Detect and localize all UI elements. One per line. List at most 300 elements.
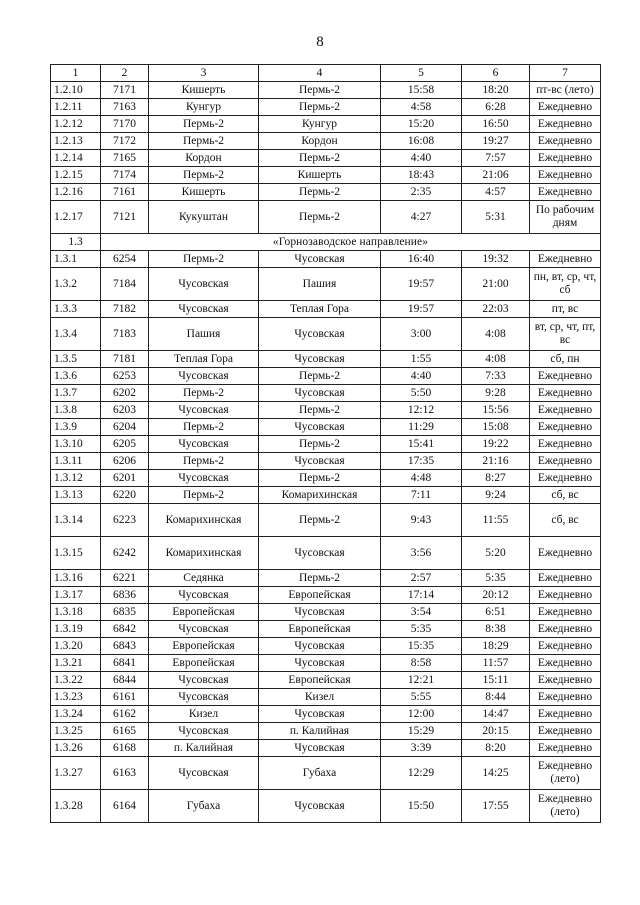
departure-time-cell: 12:29 xyxy=(381,757,462,790)
table-row xyxy=(51,251,601,268)
days-of-operation-cell: Ежедневно xyxy=(530,638,601,655)
departure-station-cell: Кишерть xyxy=(149,184,259,201)
arrival-time-cell: 19:22 xyxy=(462,436,530,453)
train-number-cell: 6206 xyxy=(101,453,149,470)
days-of-operation-cell: Ежедневно xyxy=(530,689,601,706)
arrival-station-cell: Пермь-2 xyxy=(259,368,381,385)
departure-station-cell: Пашия xyxy=(149,318,259,351)
departure-station-cell: Пермь-2 xyxy=(149,251,259,268)
row-number-cell: 1.3.16 xyxy=(51,570,101,587)
arrival-station-cell: Чусовская xyxy=(259,251,381,268)
days-of-operation-cell: Ежедневно xyxy=(530,436,601,453)
days-of-operation-cell: Ежедневно xyxy=(530,402,601,419)
arrival-time-cell: 15:08 xyxy=(462,419,530,436)
departure-station-cell: Европейская xyxy=(149,638,259,655)
departure-time-cell: 17:35 xyxy=(381,453,462,470)
departure-station-cell: Губаха xyxy=(149,790,259,823)
row-number-cell: 1.2.16 xyxy=(51,184,101,201)
days-of-operation-cell: Ежедневно xyxy=(530,655,601,672)
departure-station-cell: Кизел xyxy=(149,706,259,723)
departure-station-cell: Пермь-2 xyxy=(149,167,259,184)
departure-time-cell: 3:39 xyxy=(381,740,462,757)
table-row xyxy=(51,99,601,116)
departure-station-cell: Чусовская xyxy=(149,757,259,790)
train-number-cell: 7170 xyxy=(101,116,149,133)
table-row xyxy=(51,402,601,419)
departure-station-cell: Чусовская xyxy=(149,723,259,740)
row-number-cell: 1.3.9 xyxy=(51,419,101,436)
arrival-time-cell: 11:57 xyxy=(462,655,530,672)
table-row xyxy=(51,268,601,301)
departure-time-cell: 15:35 xyxy=(381,638,462,655)
departure-station-cell: Чусовская xyxy=(149,301,259,318)
row-number-cell: 1.2.11 xyxy=(51,99,101,116)
row-number-cell: 1.3.24 xyxy=(51,706,101,723)
arrival-time-cell: 8:20 xyxy=(462,740,530,757)
departure-station-cell: Чусовская xyxy=(149,587,259,604)
table-row xyxy=(51,133,601,150)
table-row xyxy=(51,184,601,201)
departure-station-cell: Чусовская xyxy=(149,368,259,385)
train-number-cell: 6843 xyxy=(101,638,149,655)
arrival-station-cell: Пашия xyxy=(259,268,381,301)
row-number-cell: 1.2.12 xyxy=(51,116,101,133)
arrival-time-cell: 4:08 xyxy=(462,318,530,351)
departure-time-cell: 15:29 xyxy=(381,723,462,740)
train-number-cell: 6844 xyxy=(101,672,149,689)
row-number-cell: 1.2.13 xyxy=(51,133,101,150)
arrival-time-cell: 22:03 xyxy=(462,301,530,318)
train-number-cell: 7184 xyxy=(101,268,149,301)
section-number: 1.3 xyxy=(51,234,101,251)
departure-time-cell: 16:08 xyxy=(381,133,462,150)
departure-time-cell: 5:55 xyxy=(381,689,462,706)
row-number-cell: 1.3.12 xyxy=(51,470,101,487)
arrival-station-cell: Пермь-2 xyxy=(259,99,381,116)
table-row xyxy=(51,570,601,587)
arrival-time-cell: 15:56 xyxy=(462,402,530,419)
departure-station-cell: Кордон xyxy=(149,150,259,167)
table-row xyxy=(51,638,601,655)
arrival-time-cell: 8:44 xyxy=(462,689,530,706)
departure-station-cell: Комарихинская xyxy=(149,537,259,570)
section-block xyxy=(51,234,601,251)
days-of-operation-cell: сб, вс xyxy=(530,487,601,504)
arrival-time-cell: 5:31 xyxy=(462,201,530,234)
departure-time-cell: 12:12 xyxy=(381,402,462,419)
departure-station-cell: Пермь-2 xyxy=(149,419,259,436)
arrival-station-cell: Чусовская xyxy=(259,419,381,436)
table-row xyxy=(51,672,601,689)
departure-station-cell: Чусовская xyxy=(149,689,259,706)
page-number: 8 xyxy=(316,34,324,50)
row-number-cell: 1.3.20 xyxy=(51,638,101,655)
train-number-cell: 7174 xyxy=(101,167,149,184)
row-number-cell: 1.3.23 xyxy=(51,689,101,706)
days-of-operation-cell: Ежедневно xyxy=(530,99,601,116)
days-of-operation-cell: пт, вс xyxy=(530,301,601,318)
header-cell: 4 xyxy=(259,65,381,82)
table-row xyxy=(51,706,601,723)
train-number-cell: 6204 xyxy=(101,419,149,436)
table-row xyxy=(51,604,601,621)
departure-time-cell: 12:00 xyxy=(381,706,462,723)
train-number-cell: 6836 xyxy=(101,587,149,604)
arrival-time-cell: 18:29 xyxy=(462,638,530,655)
table-row xyxy=(51,385,601,402)
table-row xyxy=(51,150,601,167)
arrival-station-cell: Пермь-2 xyxy=(259,82,381,99)
train-number-cell: 7165 xyxy=(101,150,149,167)
rows-after xyxy=(51,251,601,823)
table-row xyxy=(51,723,601,740)
days-of-operation-cell: Ежедневно xyxy=(530,184,601,201)
arrival-station-cell: Европейская xyxy=(259,621,381,638)
row-number-cell: 1.3.6 xyxy=(51,368,101,385)
departure-station-cell: Чусовская xyxy=(149,402,259,419)
departure-time-cell: 2:35 xyxy=(381,184,462,201)
header-cell: 1 xyxy=(51,65,101,82)
departure-time-cell: 17:14 xyxy=(381,587,462,604)
departure-time-cell: 2:57 xyxy=(381,570,462,587)
days-of-operation-cell: Ежедневно xyxy=(530,570,601,587)
schedule-table xyxy=(50,64,601,823)
days-of-operation-cell: сб, пн xyxy=(530,351,601,368)
header-cell: 3 xyxy=(149,65,259,82)
row-number-cell: 1.3.14 xyxy=(51,504,101,537)
days-of-operation-cell: Ежедневно xyxy=(530,587,601,604)
days-of-operation-cell: вт, ср, чт, пт, вс xyxy=(530,318,601,351)
arrival-time-cell: 21:00 xyxy=(462,268,530,301)
days-of-operation-cell: Ежедневно xyxy=(530,470,601,487)
departure-station-cell: Европейская xyxy=(149,655,259,672)
days-of-operation-cell: Ежедневно xyxy=(530,621,601,638)
row-number-cell: 1.3.13 xyxy=(51,487,101,504)
train-number-cell: 6168 xyxy=(101,740,149,757)
arrival-station-cell: Пермь-2 xyxy=(259,184,381,201)
row-number-cell: 1.2.14 xyxy=(51,150,101,167)
departure-station-cell: п. Калийная xyxy=(149,740,259,757)
table-row xyxy=(51,351,601,368)
arrival-station-cell: Пермь-2 xyxy=(259,150,381,167)
departure-station-cell: Чусовская xyxy=(149,436,259,453)
departure-station-cell: Чусовская xyxy=(149,672,259,689)
table-row xyxy=(51,436,601,453)
arrival-time-cell: 19:27 xyxy=(462,133,530,150)
arrival-time-cell: 21:06 xyxy=(462,167,530,184)
table-row xyxy=(51,453,601,470)
train-number-cell: 6164 xyxy=(101,790,149,823)
days-of-operation-cell: Ежедневно xyxy=(530,385,601,402)
table-row xyxy=(51,116,601,133)
departure-time-cell: 5:50 xyxy=(381,385,462,402)
departure-time-cell: 18:43 xyxy=(381,167,462,184)
row-number-cell: 1.3.28 xyxy=(51,790,101,823)
arrival-time-cell: 4:08 xyxy=(462,351,530,368)
row-number-cell: 1.3.11 xyxy=(51,453,101,470)
departure-station-cell: Комарихинская xyxy=(149,504,259,537)
departure-time-cell: 15:20 xyxy=(381,116,462,133)
departure-station-cell: Пермь-2 xyxy=(149,133,259,150)
departure-time-cell: 4:48 xyxy=(381,470,462,487)
arrival-time-cell: 6:51 xyxy=(462,604,530,621)
train-number-cell: 6835 xyxy=(101,604,149,621)
table-row xyxy=(51,621,601,638)
days-of-operation-cell: пн, вт, ср, чт, сб xyxy=(530,268,601,301)
departure-station-cell: Кукуштан xyxy=(149,201,259,234)
departure-time-cell: 19:57 xyxy=(381,301,462,318)
arrival-station-cell: Теплая Гора xyxy=(259,301,381,318)
train-number-cell: 6242 xyxy=(101,537,149,570)
row-number-cell: 1.3.26 xyxy=(51,740,101,757)
departure-time-cell: 3:56 xyxy=(381,537,462,570)
arrival-station-cell: Чусовская xyxy=(259,385,381,402)
row-number-cell: 1.2.10 xyxy=(51,82,101,99)
train-number-cell: 7183 xyxy=(101,318,149,351)
departure-time-cell: 19:57 xyxy=(381,268,462,301)
departure-time-cell: 4:40 xyxy=(381,150,462,167)
table-row xyxy=(51,201,601,234)
table-row xyxy=(51,470,601,487)
table-row xyxy=(51,655,601,672)
row-number-cell: 1.3.15 xyxy=(51,537,101,570)
days-of-operation-cell: Ежедневно xyxy=(530,150,601,167)
arrival-time-cell: 21:16 xyxy=(462,453,530,470)
arrival-station-cell: Пермь-2 xyxy=(259,436,381,453)
row-number-cell: 1.3.5 xyxy=(51,351,101,368)
arrival-station-cell: Европейская xyxy=(259,672,381,689)
train-number-cell: 6161 xyxy=(101,689,149,706)
arrival-station-cell: Чусовская xyxy=(259,740,381,757)
days-of-operation-cell: Ежедневно xyxy=(530,723,601,740)
section-title: «Горнозаводское направление» xyxy=(101,234,601,251)
header-cell: 5 xyxy=(381,65,462,82)
row-number-cell: 1.3.19 xyxy=(51,621,101,638)
departure-station-cell: Чусовская xyxy=(149,268,259,301)
arrival-station-cell: Пермь-2 xyxy=(259,504,381,537)
header-cell: 2 xyxy=(101,65,149,82)
train-number-cell: 7163 xyxy=(101,99,149,116)
days-of-operation-cell: Ежедневно xyxy=(530,419,601,436)
arrival-station-cell: Губаха xyxy=(259,757,381,790)
departure-time-cell: 4:27 xyxy=(381,201,462,234)
arrival-station-cell: Чусовская xyxy=(259,453,381,470)
days-of-operation-cell: Ежедневно xyxy=(530,116,601,133)
arrival-time-cell: 20:12 xyxy=(462,587,530,604)
arrival-time-cell: 5:35 xyxy=(462,570,530,587)
days-of-operation-cell: Ежедневно (лето) xyxy=(530,757,601,790)
arrival-station-cell: Чусовская xyxy=(259,638,381,655)
departure-station-cell: Теплая Гора xyxy=(149,351,259,368)
train-number-cell: 6253 xyxy=(101,368,149,385)
row-number-cell: 1.2.17 xyxy=(51,201,101,234)
row-number-cell: 1.2.15 xyxy=(51,167,101,184)
departure-time-cell: 8:58 xyxy=(381,655,462,672)
row-number-cell: 1.3.10 xyxy=(51,436,101,453)
table-row xyxy=(51,537,601,570)
departure-station-cell: Европейская xyxy=(149,604,259,621)
departure-time-cell: 4:40 xyxy=(381,368,462,385)
table-row xyxy=(51,82,601,99)
row-number-cell: 1.3.21 xyxy=(51,655,101,672)
departure-station-cell: Чусовская xyxy=(149,470,259,487)
arrival-station-cell: Пермь-2 xyxy=(259,201,381,234)
row-number-cell: 1.3.17 xyxy=(51,587,101,604)
departure-station-cell: Пермь-2 xyxy=(149,453,259,470)
train-number-cell: 7171 xyxy=(101,82,149,99)
train-number-cell: 7161 xyxy=(101,184,149,201)
arrival-time-cell: 16:50 xyxy=(462,116,530,133)
arrival-time-cell: 8:27 xyxy=(462,470,530,487)
arrival-station-cell: Кишерть xyxy=(259,167,381,184)
train-number-cell: 6165 xyxy=(101,723,149,740)
arrival-time-cell: 9:28 xyxy=(462,385,530,402)
row-number-cell: 1.3.22 xyxy=(51,672,101,689)
arrival-station-cell: Чусовская xyxy=(259,604,381,621)
train-number-cell: 6203 xyxy=(101,402,149,419)
departure-station-cell: Пермь-2 xyxy=(149,487,259,504)
days-of-operation-cell: Ежедневно xyxy=(530,167,601,184)
header-row xyxy=(51,65,601,82)
train-number-cell: 6205 xyxy=(101,436,149,453)
days-of-operation-cell: Ежедневно (лето) xyxy=(530,790,601,823)
days-of-operation-cell: Ежедневно xyxy=(530,368,601,385)
arrival-station-cell: Кизел xyxy=(259,689,381,706)
table-row xyxy=(51,419,601,436)
table-row xyxy=(51,487,601,504)
arrival-time-cell: 14:47 xyxy=(462,706,530,723)
table-row xyxy=(51,757,601,790)
row-number-cell: 1.3.1 xyxy=(51,251,101,268)
row-number-cell: 1.3.3 xyxy=(51,301,101,318)
arrival-station-cell: Кунгур xyxy=(259,116,381,133)
arrival-station-cell: Чусовская xyxy=(259,706,381,723)
train-number-cell: 7121 xyxy=(101,201,149,234)
arrival-station-cell: Пермь-2 xyxy=(259,470,381,487)
departure-time-cell: 15:58 xyxy=(381,82,462,99)
days-of-operation-cell: Ежедневно xyxy=(530,251,601,268)
train-number-cell: 6221 xyxy=(101,570,149,587)
train-number-cell: 6841 xyxy=(101,655,149,672)
arrival-time-cell: 7:57 xyxy=(462,150,530,167)
arrival-time-cell: 7:33 xyxy=(462,368,530,385)
train-number-cell: 6842 xyxy=(101,621,149,638)
arrival-time-cell: 9:24 xyxy=(462,487,530,504)
days-of-operation-cell: Ежедневно xyxy=(530,537,601,570)
departure-time-cell: 12:21 xyxy=(381,672,462,689)
arrival-time-cell: 8:38 xyxy=(462,621,530,638)
arrival-time-cell: 19:32 xyxy=(462,251,530,268)
table-row xyxy=(51,368,601,385)
departure-station-cell: Кунгур xyxy=(149,99,259,116)
train-number-cell: 7172 xyxy=(101,133,149,150)
train-number-cell: 6201 xyxy=(101,470,149,487)
arrival-time-cell: 11:55 xyxy=(462,504,530,537)
table-row xyxy=(51,740,601,757)
arrival-station-cell: Чусовская xyxy=(259,318,381,351)
arrival-station-cell: Чусовская xyxy=(259,790,381,823)
departure-time-cell: 3:00 xyxy=(381,318,462,351)
departure-time-cell: 7:11 xyxy=(381,487,462,504)
days-of-operation-cell: Ежедневно xyxy=(530,740,601,757)
days-of-operation-cell: Ежедневно xyxy=(530,604,601,621)
days-of-operation-cell: Ежедневно xyxy=(530,133,601,150)
departure-time-cell: 5:35 xyxy=(381,621,462,638)
departure-station-cell: Чусовская xyxy=(149,621,259,638)
days-of-operation-cell: пт-вс (лето) xyxy=(530,82,601,99)
arrival-station-cell: Кордон xyxy=(259,133,381,150)
train-number-cell: 6163 xyxy=(101,757,149,790)
train-number-cell: 6162 xyxy=(101,706,149,723)
train-number-cell: 6254 xyxy=(101,251,149,268)
train-number-cell: 6220 xyxy=(101,487,149,504)
table-row xyxy=(51,318,601,351)
row-number-cell: 1.3.18 xyxy=(51,604,101,621)
table-row xyxy=(51,301,601,318)
table-row xyxy=(51,790,601,823)
departure-time-cell: 11:29 xyxy=(381,419,462,436)
arrival-time-cell: 17:55 xyxy=(462,790,530,823)
arrival-time-cell: 20:15 xyxy=(462,723,530,740)
table-row xyxy=(51,587,601,604)
departure-station-cell: Кишерть xyxy=(149,82,259,99)
departure-time-cell: 1:55 xyxy=(381,351,462,368)
arrival-time-cell: 15:11 xyxy=(462,672,530,689)
train-number-cell: 7182 xyxy=(101,301,149,318)
row-number-cell: 1.3.2 xyxy=(51,268,101,301)
table-row xyxy=(51,167,601,184)
days-of-operation-cell: По рабочим дням xyxy=(530,201,601,234)
departure-time-cell: 16:40 xyxy=(381,251,462,268)
header-cell: 6 xyxy=(462,65,530,82)
rows-before xyxy=(51,82,601,234)
arrival-time-cell: 14:25 xyxy=(462,757,530,790)
departure-time-cell: 15:41 xyxy=(381,436,462,453)
departure-time-cell: 3:54 xyxy=(381,604,462,621)
arrival-station-cell: Пермь-2 xyxy=(259,402,381,419)
arrival-time-cell: 18:20 xyxy=(462,82,530,99)
arrival-station-cell: п. Калийная xyxy=(259,723,381,740)
train-number-cell: 6202 xyxy=(101,385,149,402)
arrival-time-cell: 4:57 xyxy=(462,184,530,201)
table-row xyxy=(51,504,601,537)
header-cell: 7 xyxy=(530,65,601,82)
departure-time-cell: 15:50 xyxy=(381,790,462,823)
arrival-station-cell: Чусовская xyxy=(259,537,381,570)
days-of-operation-cell: сб, вс xyxy=(530,504,601,537)
train-number-cell: 6223 xyxy=(101,504,149,537)
arrival-station-cell: Европейская xyxy=(259,587,381,604)
row-number-cell: 1.3.7 xyxy=(51,385,101,402)
departure-station-cell: Седянка xyxy=(149,570,259,587)
arrival-station-cell: Чусовская xyxy=(259,351,381,368)
train-number-cell: 7181 xyxy=(101,351,149,368)
departure-time-cell: 4:58 xyxy=(381,99,462,116)
arrival-station-cell: Комарихинская xyxy=(259,487,381,504)
arrival-time-cell: 5:20 xyxy=(462,537,530,570)
days-of-operation-cell: Ежедневно xyxy=(530,453,601,470)
arrival-station-cell: Пермь-2 xyxy=(259,570,381,587)
departure-time-cell: 9:43 xyxy=(381,504,462,537)
section-row xyxy=(51,234,601,251)
arrival-station-cell: Чусовская xyxy=(259,655,381,672)
table-row xyxy=(51,689,601,706)
days-of-operation-cell: Ежедневно xyxy=(530,706,601,723)
arrival-time-cell: 6:28 xyxy=(462,99,530,116)
days-of-operation-cell: Ежедневно xyxy=(530,672,601,689)
departure-station-cell: Пермь-2 xyxy=(149,385,259,402)
row-number-cell: 1.3.25 xyxy=(51,723,101,740)
